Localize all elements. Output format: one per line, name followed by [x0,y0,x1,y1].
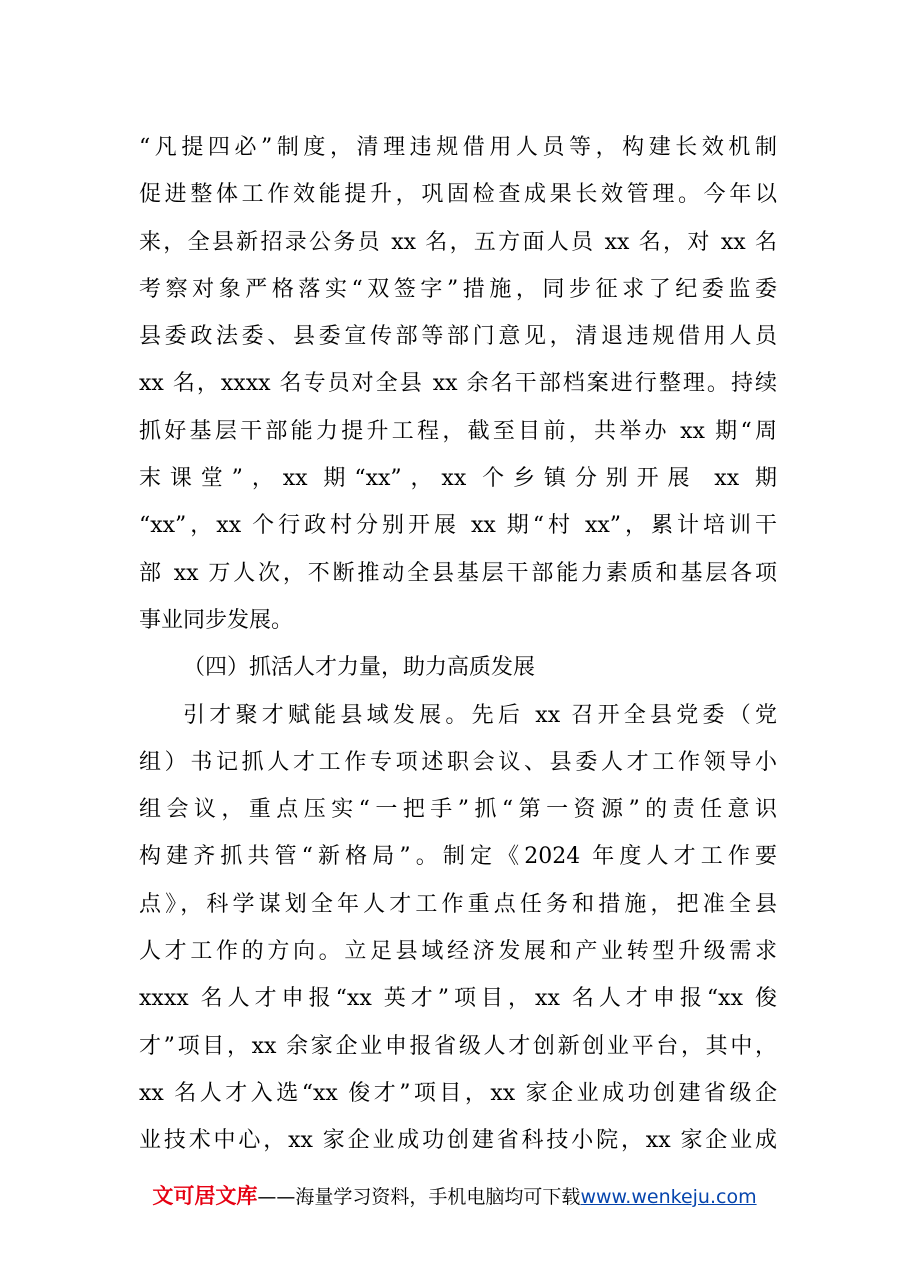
website-link[interactable]: www.wenkeju.com [580,1186,757,1208]
footer-banner [0,1180,909,1213]
text-line: 部 xx 万人次，不断推动全县基层干部能力素质和基层各项 [139,560,777,586]
text-line: 组会议，重点压实“一把手”抓“第一资源”的责任意识 [139,797,777,823]
text-line: 组）书记抓人才工作专项述职会议、县委人才工作领导小 [139,749,777,775]
text-line: 才”项目，xx 余家企业申报省级人才创新创业平台，其中， [139,1033,777,1059]
text-line: 点》，科学谋划全年人才工作重点任务和措施，把准全县 [139,891,777,917]
text-line: 县委政法委、县委宣传部等部门意见，清退违规借用人员 [139,324,777,350]
text-line: 事业同步发展。 [139,607,294,633]
text-line: xx 名，xxxx 名专员对全县 xx 余名干部档案进行整理。持续 [139,371,777,397]
text-line: 促进整体工作效能提升，巩固检查成果长效管理。今年以 [139,182,777,208]
footer-tagline: ——海量学习资料，手机电脑均可下载 [257,1186,581,1208]
text-line: 考察对象严格落实“双签字”措施，同步征求了纪委监委 [139,276,777,302]
text-line: “凡提四必”制度，清理违规借用人员等，构建长效机制 [139,135,777,160]
text-line: 引才聚才赋能县域发展。先后 xx 召开全县党委（党 [183,702,777,728]
text-line: xxxx 名人才申报“xx 英才”项目，xx 名人才申报“xx 俊 [139,986,777,1012]
text-line: 末课堂”，xx 期“xx”，xx 个乡镇分别开展 xx 期 [139,466,777,492]
section-heading: （四）抓活人才力量，助力高质发展 [183,655,536,681]
document-body [139,124,777,1165]
text-line: 抓好基层干部能力提升工程，截至目前，共举办 xx 期“周 [139,418,777,444]
text-line: 来，全县新招录公务员 xx 名，五方面人员 xx 名，对 xx 名 [139,229,777,255]
text-line: xx 名人才入选“xx 俊才”项目，xx 家企业成功创建省级企 [139,1080,777,1106]
text-line: “xx”，xx 个行政村分别开展 xx 期“村 xx”，累计培训干 [139,513,777,539]
text-line: 业技术中心，xx 家企业成功创建省科技小院，xx 家企业成 [139,1128,777,1154]
brand-name: 文可居文库 [152,1184,258,1208]
text-line: 构建齐抓共管“新格局”。制定《2024 年度人才工作要 [139,844,777,870]
text-line: 人才工作的方向。立足县域经济发展和产业转型升级需求 [139,939,777,965]
